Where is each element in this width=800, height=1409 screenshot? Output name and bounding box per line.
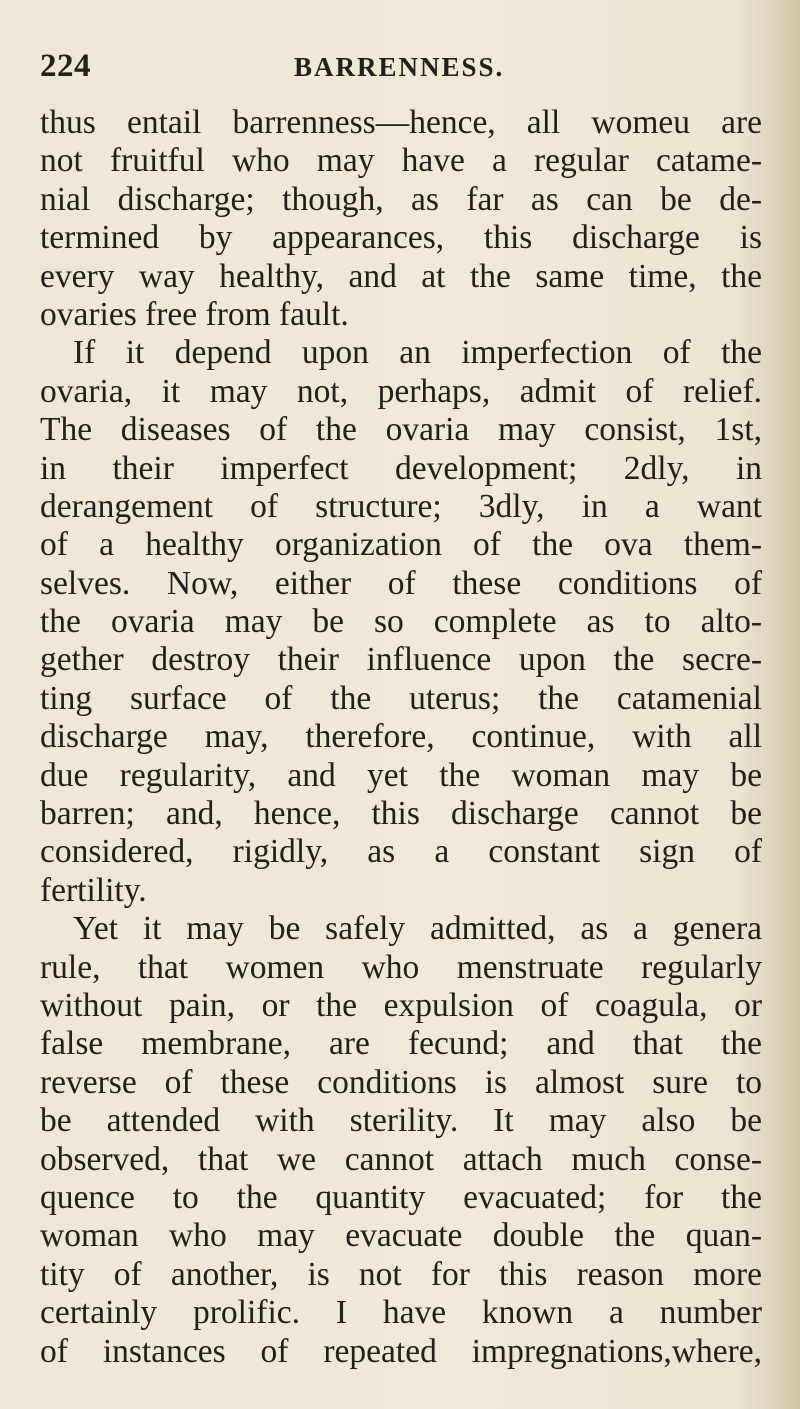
text-line: woman who may evacuate double the quan- — [40, 1217, 762, 1255]
text-line: certainly prolific. I have known a number — [40, 1294, 762, 1332]
text-line: thus entail barrenness—hence, all womeu are — [40, 104, 762, 141]
text-line: without pain, or the expulsion of coagula, or — [40, 986, 762, 1024]
text-line: considered, rigidly, as a constant sign of — [40, 833, 762, 871]
paragraph-start-line: Yet it may be safely admitted, as a genera — [73, 910, 762, 948]
text-line: ovaries free from fault. — [40, 295, 349, 333]
page-number: 224 — [40, 48, 91, 84]
text-line: be attended with sterility. It may also be — [40, 1102, 762, 1140]
text-line: gether destroy their influence upon the secre- — [40, 641, 762, 679]
text-line: of a healthy organization of the ova them- — [40, 526, 762, 564]
text-line: ovaria, it may not, perhaps, admit of relief. — [40, 372, 762, 410]
body-text — [40, 104, 762, 1371]
text-line: fertility. — [40, 871, 147, 909]
text-line: not fruitful who may have a regular catame- — [40, 142, 762, 180]
text-line: termined by appearances, this discharge is — [40, 219, 762, 257]
text-line: false membrane, are fecund; and that the — [40, 1025, 762, 1063]
text-line: rule, that women who menstruate regularly — [40, 948, 762, 986]
paragraph-start-line: If it depend upon an imperfection of the — [73, 334, 762, 372]
text-line: observed, that we cannot attach much conse- — [40, 1140, 762, 1178]
running-title: BARRENNESS. — [294, 52, 505, 82]
text-line: every way healthy, and at the same time, the — [40, 257, 762, 295]
text-line: quence to the quantity evacuated; for the — [40, 1178, 762, 1216]
text-line: in their imperfect development; 2dly, in — [40, 449, 762, 487]
text-line: derangement of structure; 3dly, in a want — [40, 487, 762, 525]
text-line: the ovaria may be so complete as to alto- — [40, 603, 762, 641]
page-header — [40, 48, 760, 88]
text-line: barren; and, hence, this discharge cannot be — [40, 795, 762, 833]
text-line: nial discharge; though, as far as can be de- — [40, 180, 762, 218]
text-line: reverse of these conditions is almost sure to — [40, 1063, 762, 1101]
text-line: The diseases of the ovaria may consist, 1st, — [40, 411, 762, 449]
text-line: due regularity, and yet the woman may be — [40, 756, 762, 794]
text-line: of instances of repeated impregnations,where, — [40, 1332, 762, 1370]
text-line: ting surface of the uterus; the catamenial — [40, 679, 762, 717]
text-line: discharge may, therefore, continue, with all — [40, 718, 762, 756]
text-line: tity of another, is not for this reason more — [40, 1255, 762, 1293]
text-line: selves. Now, either of these conditions of — [40, 564, 762, 602]
